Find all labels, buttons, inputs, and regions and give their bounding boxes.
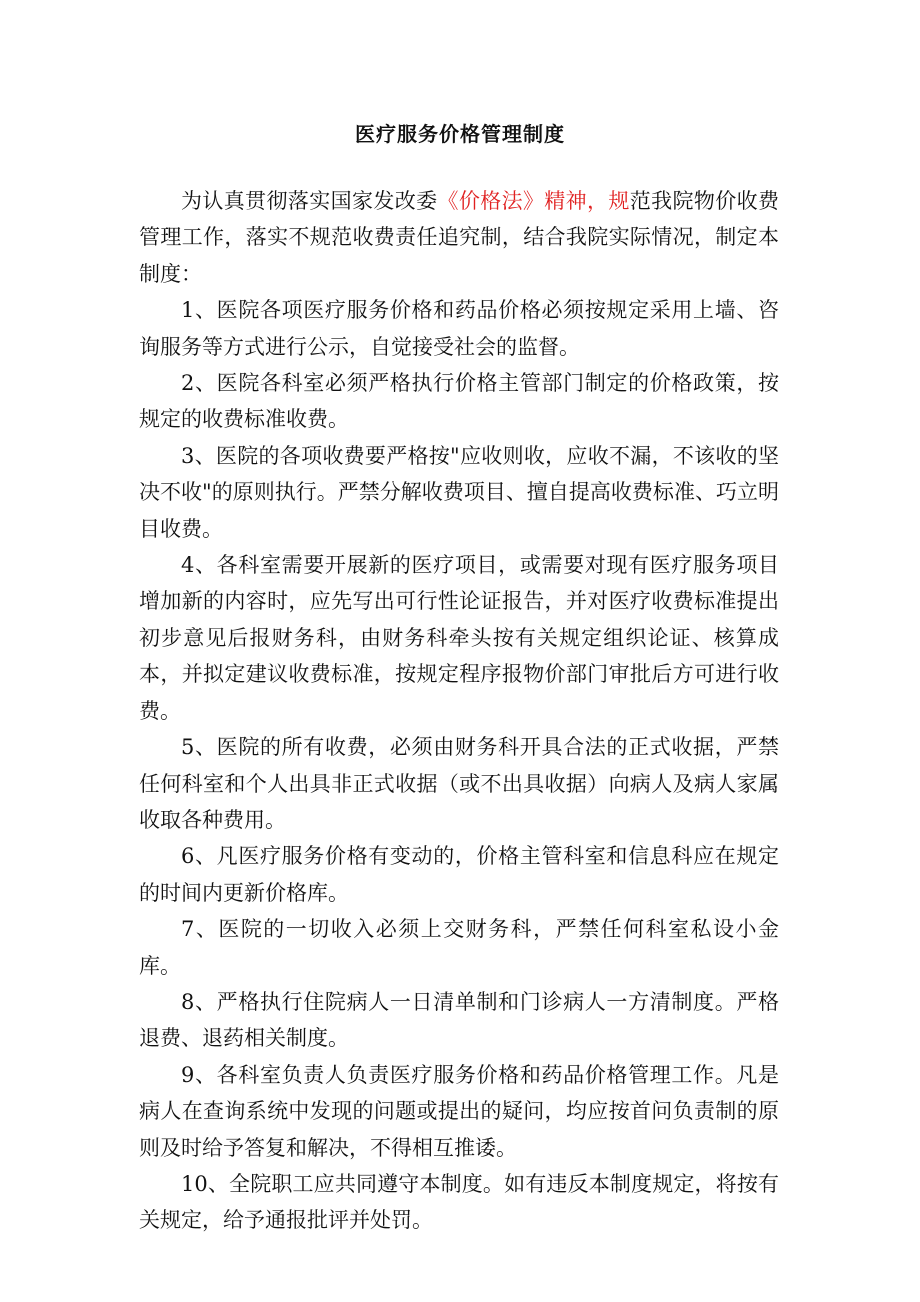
- intro-highlight-text: 《价格法》精神，规: [437, 189, 630, 213]
- rule-paragraph-1: 1、医院各项医疗服务价格和药品价格必须按规定采用上墙、咨询服务等方式进行公示，自觉接受社会的监督。: [139, 298, 779, 359]
- rule-paragraph-8: 8、严格执行住院病人一日清单制和门诊病人一方清制度。严格退费、退药相关制度。: [139, 989, 779, 1051]
- document-body: [139, 183, 779, 1239]
- rule-paragraph-3: 3、医院的各项收费要严格按"应收则收，应收不漏，不该收的坚决不收"的原则执行。严禁分解收费项目、擅自提高收费标准、巧立明目收费。: [139, 443, 779, 541]
- rule-paragraph-7: 7、医院的一切收入必须上交财务科，严禁任何科室私设小金库。: [139, 917, 779, 978]
- intro-paragraph: [139, 183, 779, 292]
- intro-text-start: 为认真贯彻落实国家发改委: [181, 189, 438, 213]
- rule-paragraph-10: 10、全院职工应共同遵守本制度。如有违反本制度规定，将按有关规定，给予通报批评并处罚。: [139, 1171, 779, 1233]
- rule-paragraph-9: 9、各科室负责人负责医疗服务价格和药品价格管理工作。凡是病人在查询系统中发现的问题或提出的疑问，均应按首问负责制的原则及时给予答复和解决，不得相互推诿。: [139, 1062, 779, 1160]
- rule-paragraph-2: 2、医院各科室必须严格执行价格主管部门制定的价格政策，按规定的收费标准收费。: [139, 371, 779, 432]
- rule-paragraph-6: 6、凡医疗服务价格有变动的，价格主管科室和信息科应在规定的时间内更新价格库。: [139, 844, 779, 905]
- rule-paragraph-4: 4、各科室需要开展新的医疗项目，或需要对现有医疗服务项目增加新的内容时，应先写出可行性论证报告，并对医疗收费标准提出初步意见后报财务科，由财务科牵头按有关规定组织论证、核算成本，并拟定建议收费标准，按规定程序报物价部门审批后方可进行收费。: [139, 553, 779, 723]
- document-title: 医疗服务价格管理制度: [355, 122, 565, 146]
- intro-text-end: 范我院物价收费管理工作，落实不规范收费责任追究制，结合我院实际情况，制定本制度：: [139, 189, 780, 286]
- rule-paragraph-5: 5、医院的所有收费，必须由财务科开具合法的正式收据，严禁任何科室和个人出具非正式收据（或不出具收据）向病人及病人家属收取各种费用。: [139, 735, 779, 832]
